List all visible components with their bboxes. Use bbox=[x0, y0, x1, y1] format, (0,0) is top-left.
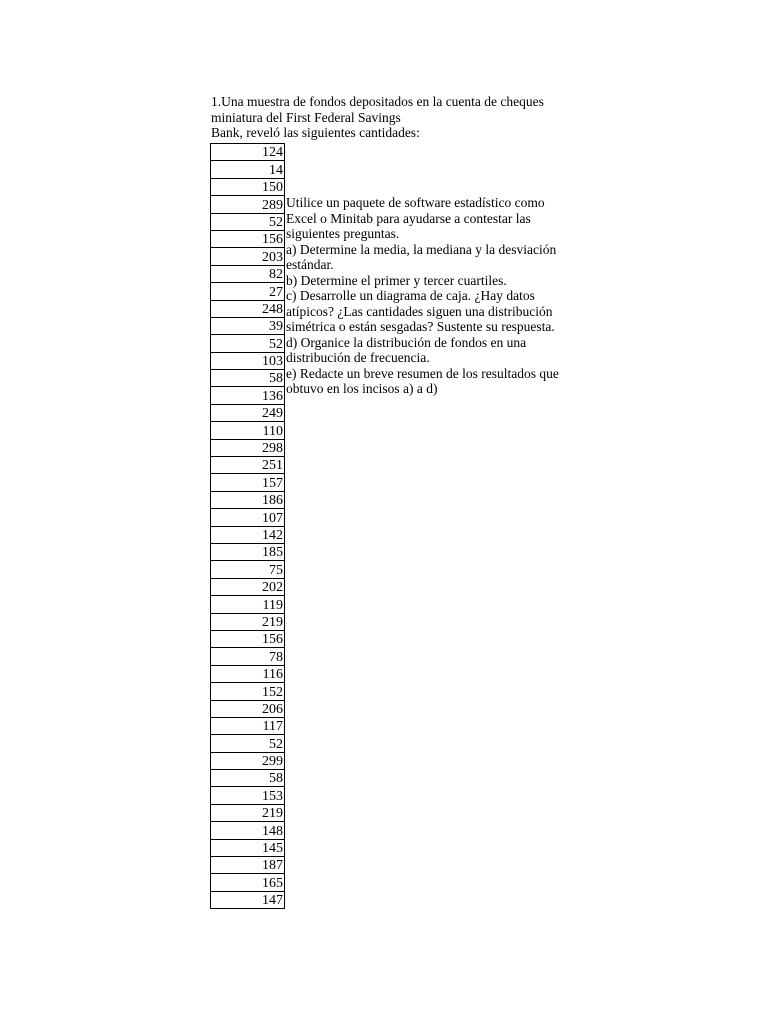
table-row bbox=[211, 665, 285, 682]
amount-cell: 58 bbox=[211, 370, 285, 387]
amount-cell: 203 bbox=[211, 248, 285, 265]
amount-cell: 145 bbox=[211, 839, 285, 856]
amount-cell: 39 bbox=[211, 317, 285, 334]
table-row bbox=[211, 404, 285, 421]
table-row bbox=[211, 422, 285, 439]
amount-cell: 110 bbox=[211, 422, 285, 439]
amount-cell: 219 bbox=[211, 613, 285, 630]
table-row bbox=[211, 248, 285, 265]
amount-cell: 75 bbox=[211, 561, 285, 578]
table-row bbox=[211, 509, 285, 526]
table-row bbox=[211, 752, 285, 769]
table-row bbox=[211, 474, 285, 491]
amount-cell: 187 bbox=[211, 857, 285, 874]
amount-cell: 249 bbox=[211, 404, 285, 421]
amounts-table bbox=[210, 143, 285, 909]
table-row bbox=[211, 683, 285, 700]
table-row bbox=[211, 491, 285, 508]
table-row bbox=[211, 457, 285, 474]
amount-cell: 185 bbox=[211, 543, 285, 560]
amount-cell: 52 bbox=[211, 335, 285, 352]
amount-cell: 27 bbox=[211, 283, 285, 300]
table-row bbox=[211, 839, 285, 856]
table-row bbox=[211, 283, 285, 300]
table-row bbox=[211, 804, 285, 821]
instruction-line: siguientes preguntas. bbox=[286, 226, 400, 241]
amount-cell: 124 bbox=[211, 144, 285, 161]
instruction-line: Excel o Minitab para ayudarse a contestar las bbox=[286, 210, 531, 226]
problem-line-3: Bank, reveló las siguientes cantidades: bbox=[211, 125, 420, 140]
amount-cell: 103 bbox=[211, 352, 285, 369]
table-row bbox=[211, 543, 285, 560]
instruction-line: d) Organice la distribución de fondos en una bbox=[286, 334, 527, 350]
amount-cell: 148 bbox=[211, 822, 285, 839]
instruction-line: c) Desarrolle un diagrama de caja. ¿Hay datos bbox=[286, 288, 535, 303]
table-row bbox=[211, 787, 285, 804]
table-row bbox=[211, 648, 285, 665]
instruction-line: a) Determine la media, la mediana y la desviación bbox=[286, 241, 557, 257]
amount-cell: 78 bbox=[211, 648, 285, 665]
amount-cell: 299 bbox=[211, 752, 285, 769]
amount-cell: 107 bbox=[211, 509, 285, 526]
instruction-line: distribución de frecuencia. bbox=[286, 350, 430, 365]
table-row bbox=[211, 891, 285, 908]
table-row bbox=[211, 213, 285, 230]
table-row bbox=[211, 352, 285, 369]
table-row bbox=[211, 770, 285, 787]
amount-cell: 251 bbox=[211, 457, 285, 474]
table-row bbox=[211, 596, 285, 613]
table-row bbox=[211, 717, 285, 734]
table-row bbox=[211, 526, 285, 543]
amount-cell: 165 bbox=[211, 874, 285, 891]
table-row bbox=[211, 874, 285, 891]
table-row bbox=[211, 317, 285, 334]
amount-cell: 82 bbox=[211, 265, 285, 282]
amount-cell: 153 bbox=[211, 787, 285, 804]
table-row bbox=[211, 578, 285, 595]
table-row bbox=[211, 735, 285, 752]
amount-cell: 186 bbox=[211, 491, 285, 508]
amount-cell: 147 bbox=[211, 891, 285, 908]
instruction-line: estándar. bbox=[286, 257, 334, 272]
instruction-line: atípicos? ¿Las cantidades siguen una distribución bbox=[286, 303, 553, 319]
instruction-line: obtuvo en los incisos a) a d) bbox=[286, 381, 438, 396]
table-row bbox=[211, 196, 285, 213]
amount-cell: 116 bbox=[211, 665, 285, 682]
amount-cell: 206 bbox=[211, 700, 285, 717]
instruction-line: Utilice un paquete de software estadístico como bbox=[286, 195, 545, 210]
table-row bbox=[211, 178, 285, 195]
table-row bbox=[211, 335, 285, 352]
amount-cell: 289 bbox=[211, 196, 285, 213]
table-row bbox=[211, 387, 285, 404]
table-row bbox=[211, 561, 285, 578]
amount-cell: 52 bbox=[211, 735, 285, 752]
amount-cell: 52 bbox=[211, 213, 285, 230]
amount-cell: 150 bbox=[211, 178, 285, 195]
amount-cell: 117 bbox=[211, 717, 285, 734]
amount-cell: 298 bbox=[211, 439, 285, 456]
amount-cell: 142 bbox=[211, 526, 285, 543]
table-row bbox=[211, 613, 285, 630]
table-row bbox=[211, 700, 285, 717]
amount-cell: 119 bbox=[211, 596, 285, 613]
amounts-table-body bbox=[211, 144, 285, 909]
amount-cell: 152 bbox=[211, 683, 285, 700]
table-row bbox=[211, 822, 285, 839]
instructions-block bbox=[286, 195, 576, 397]
problem-line-2: miniatura del First Federal Savings bbox=[211, 109, 401, 125]
amount-cell: 156 bbox=[211, 230, 285, 247]
table-row bbox=[211, 144, 285, 161]
table-row bbox=[211, 630, 285, 647]
table-row bbox=[211, 230, 285, 247]
amount-cell: 202 bbox=[211, 578, 285, 595]
table-row bbox=[211, 857, 285, 874]
amount-cell: 248 bbox=[211, 300, 285, 317]
amount-cell: 58 bbox=[211, 770, 285, 787]
amount-cell: 136 bbox=[211, 387, 285, 404]
amount-cell: 156 bbox=[211, 630, 285, 647]
amount-cell: 219 bbox=[211, 804, 285, 821]
table-row bbox=[211, 439, 285, 456]
table-row bbox=[211, 265, 285, 282]
instruction-line: simétrica o están sesgadas? Sustente su respuesta. bbox=[286, 319, 555, 334]
instruction-line: e) Redacte un breve resumen de los resultados que bbox=[286, 365, 559, 381]
problem-statement bbox=[211, 94, 571, 141]
table-row bbox=[211, 370, 285, 387]
amount-cell: 14 bbox=[211, 161, 285, 178]
instruction-line: b) Determine el primer y tercer cuartiles. bbox=[286, 272, 507, 288]
amount-cell: 157 bbox=[211, 474, 285, 491]
table-row bbox=[211, 300, 285, 317]
problem-line-1: 1.Una muestra de fondos depositados en la cuenta de cheques bbox=[211, 94, 544, 109]
table-row bbox=[211, 161, 285, 178]
